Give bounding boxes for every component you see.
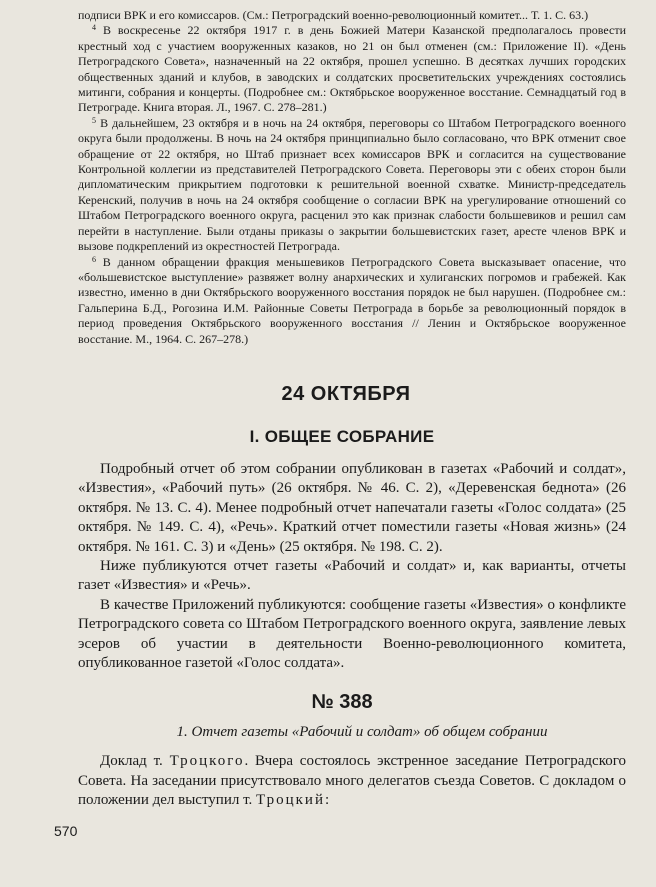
report-lead: Доклад т. <box>100 753 163 770</box>
footnote-6 <box>78 255 626 347</box>
date-heading: 24 ОКТЯБРЯ <box>281 382 411 405</box>
footnote-3-continuation: подписи ВРК и его комиссаров. (См.: Петроградский военно-революционный комитет... Т. 1. С. 63.) <box>78 8 589 22</box>
speaker-name-2: Троцкий <box>256 792 325 809</box>
footnote-6-mark: 6 <box>92 254 96 264</box>
footnote-4-mark: 4 <box>92 23 96 33</box>
footnote-4 <box>78 23 626 115</box>
footnotes-block <box>78 8 626 347</box>
paragraph-sources: Подробный отчет об этом собрании опубликован в газетах «Рабочий и солдат», «Известия», «Рабочий путь» (26 октября. № 46. С. 2), «Деревенская беднота» (26 октября. № 13. С. 4). Менее подробный отчет напечатали газеты «Голос солдата» (25 октября. № 149. С. 4), «Речь». Краткий отчет поместили газеты «Новая жизнь» (24 октября. № 161. С. 3) и «День» (25 октября. № 198. С. 2). <box>78 460 626 555</box>
report-text <box>78 752 626 810</box>
report-body: . Вчера состоялось экстренное заседание Петроградского Совета. На заседании присутствовало много делегатов съезда Советов. С докладом о положении дел выступил т. <box>78 753 627 809</box>
page-number: 570 <box>54 823 78 839</box>
footnote-5-mark: 5 <box>92 115 96 125</box>
footnote-5 <box>78 116 626 255</box>
speaker-name: Троцкого <box>169 753 245 770</box>
report-paragraph <box>78 752 626 810</box>
report-end: : <box>324 792 330 809</box>
section-heading: I. ОБЩЕЕ СОБРАНИЕ <box>249 426 435 446</box>
paragraph-published: Ниже публикуются отчет газеты «Рабочий и солдат» и, как варианты, отчеты газет «Известия» и «Речь». <box>78 557 626 594</box>
document-number: № 388 <box>311 691 373 714</box>
intro-paragraphs <box>78 460 626 673</box>
footnote-4-text: В воскресенье 22 октября 1917 г. в день Божией Матери Казанской предполагалось провести крестный ход с участием вооруженных казаков, но 21 он был отменен (см.: Приложение II). «День Петроградского Совета», назначенный на 22 октября, прошел успешно. В десятках лучших городских общественных зданий и клубов, в заводских и солдатских просветительских учреждениях состоялись митинги, собрания и концерты. (Подробнее см.: Октябрьское вооруженное восстание. Семнадцатый год в Петрограде. Книга вторая. Л., 1967. С. 278–281.) <box>78 23 627 115</box>
paragraph-appendices: В качестве Приложений публикуются: сообщение газеты «Известия» о конфликте Петроградского совета со Штабом Петроградского военного округа, заявление левых эсеров об участии в деятельности Военно-революционного комитета, опубликованное газетой «Голос солдата». <box>78 596 626 671</box>
document-subtitle: 1. Отчет газеты «Рабочий и солдат» об общем собрании <box>176 724 548 741</box>
footnote-5-text: В дальнейшем, 23 октября и в ночь на 24 октября, переговоры со Штабом Петроградского военного округа были продолжены. В ночь на 24 октября принципиально было согласовано, что ВРК отменит свое обращение от 22 октября, но Штаб признает всех комиссаров ВРК и согласится на существование Контрольной коллегии из представителей Петроградского Совета. Переговоры эти с обеих сторон были дипломатическим прикрытием подготовки к решительной военной схватке. Министр-председатель Керенский, получив в ночь на 24 октября сообщение о согласии ВРК на урегулирование отношений со Штабом Петроградского военного округа, расценил это как признак слабости большевиков и решил сам перейти в наступление. Были отданы приказы о закрытии большевистских газет, аресте членов ВРК и вызове подкреплений из окрестностей Петрограда. <box>78 115 627 254</box>
footnote-6-text: В данном обращении фракция меньшевиков Петроградского Совета высказывает опасение, что «большевистское выступление» развяжет волну анархических и хулиганских погромов и грабежей. Как известно, именно в дни Октябрьского вооруженного восстания порядок не был нарушен. (Подробнее см.: Гальперина Б.Д., Рогозина И.М. Районные Советы Петрограда в борьбе за революционный порядок в период проведения Октябрьского вооруженного восстания // Ленин и Октябрьское вооруженное восстание. М., 1964. С. 267–278.) <box>78 254 626 346</box>
